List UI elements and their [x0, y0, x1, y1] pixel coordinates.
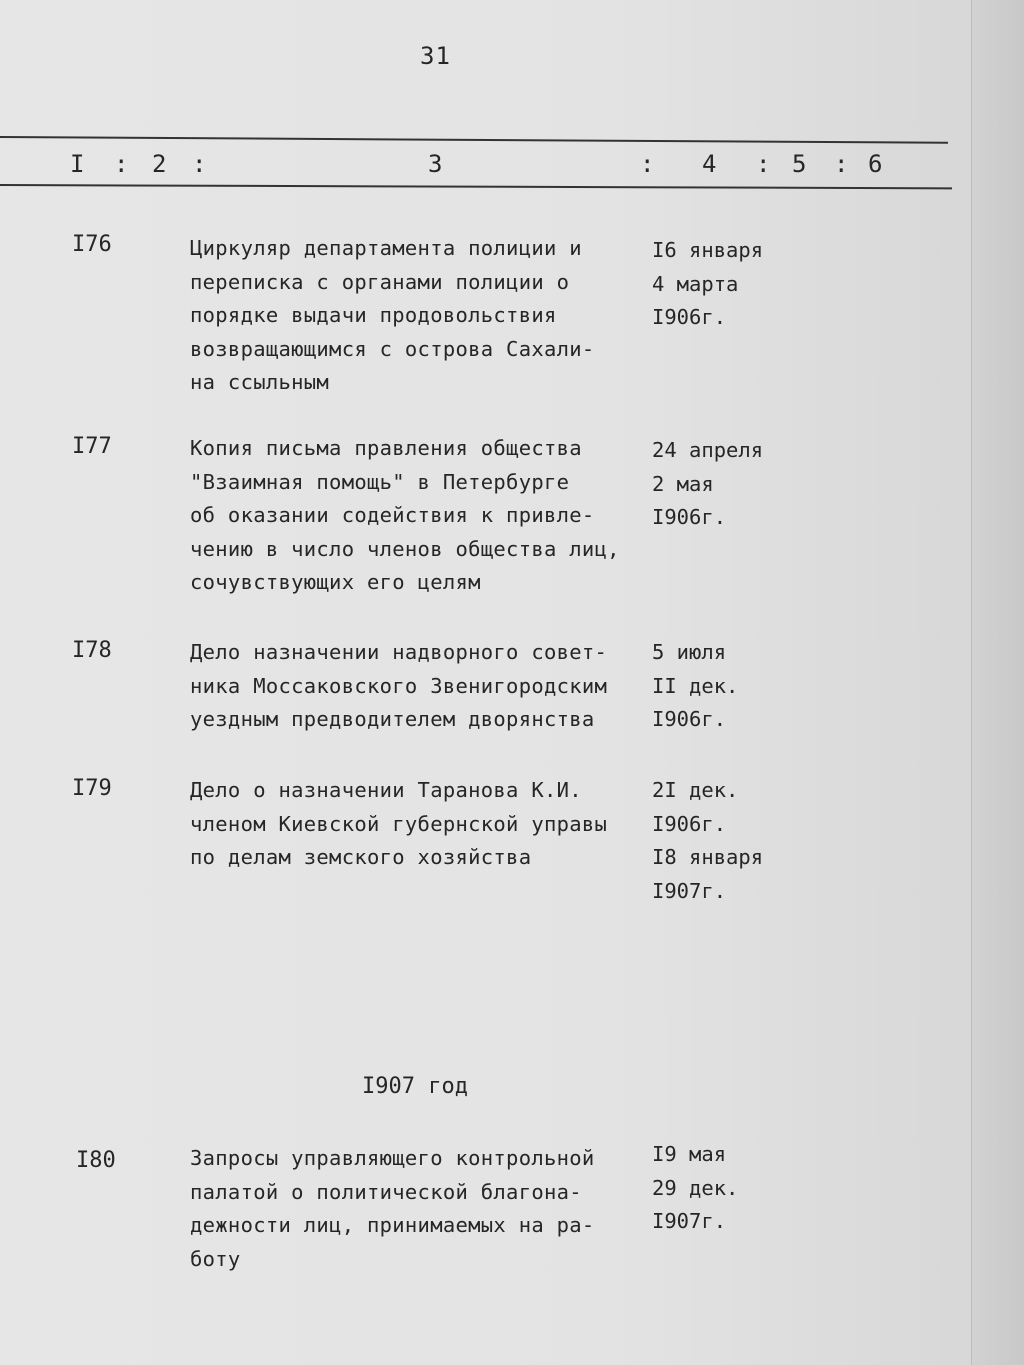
year-heading: I907 год	[362, 1074, 468, 1099]
entry-description: Дело о назначении Таранова К.И. членом Киевской губернской управы по делам земского хозяйства	[190, 778, 608, 869]
entry-dates: I9 мая 29 дек. I907г.	[652, 1142, 739, 1233]
entry-description: Циркуляр департамента полиции и переписка с органами полиции о порядке выдачи продовольствия возвращающимся с острова Сахали- на ссыльным	[190, 236, 595, 394]
entry-description: Запросы управляющего контрольной палатой о политической благона- дежности лиц, принимаемых на ра- боту	[190, 1146, 595, 1271]
entry-number: I77	[72, 434, 112, 459]
entry-dates: 2I дек. I906г. I8 января I907г.	[652, 778, 764, 903]
entry-number: I80	[76, 1148, 116, 1173]
column-separator: :	[834, 150, 849, 178]
entry-number: I78	[72, 638, 112, 663]
paper-edge	[971, 0, 1024, 1365]
column-separator: :	[192, 150, 207, 178]
header-rule-bottom	[0, 184, 952, 189]
column-number-4: 4	[702, 150, 717, 178]
column-separator: :	[114, 150, 129, 178]
header-rule-top	[0, 136, 948, 144]
entry-number: I79	[72, 776, 112, 801]
entry-description: Дело назначении надворного совет- ника Моссаковского Звенигородским уездным предводителем дворянства	[190, 640, 608, 731]
column-number-5: 5	[792, 150, 807, 178]
column-number-6: 6	[868, 150, 883, 178]
entry-dates: 24 апреля 2 мая I906г.	[652, 438, 764, 529]
column-number-3: 3	[428, 150, 443, 178]
column-number-1: I	[70, 150, 85, 178]
column-separator: :	[640, 150, 655, 178]
column-separator: :	[756, 150, 771, 178]
entry-dates: 5 июля II дек. I906г.	[652, 640, 739, 731]
entry-description: Копия письма правления общества "Взаимная помощь" в Петербурге об оказании содействия к привле- чению в число членов общества лиц, сочувствующих его целям	[190, 436, 620, 594]
column-number-2: 2	[152, 150, 167, 178]
page-number: 31	[420, 42, 451, 70]
entry-number: I76	[72, 232, 112, 257]
entry-dates: I6 января 4 марта I906г.	[652, 238, 764, 329]
